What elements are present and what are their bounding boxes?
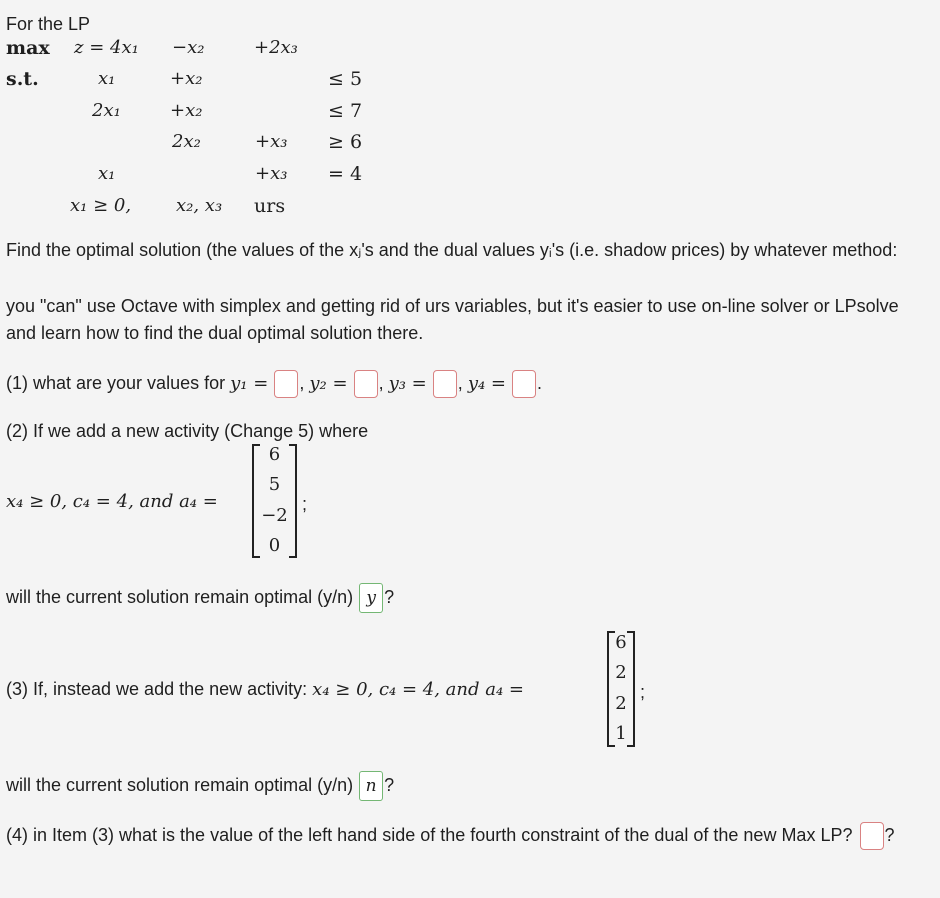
objective-term-2: −x₂ xyxy=(172,37,205,58)
q2-question xyxy=(6,581,394,613)
q3-line xyxy=(6,679,524,700)
q1-y1-label: y₁ = xyxy=(230,373,269,394)
q1-y4-label: y₄ = xyxy=(467,373,507,394)
objective-term-1: z = 4x₁ xyxy=(74,37,139,58)
q2-text: (2) If we add a new activity (Change 5) where xyxy=(6,421,369,441)
st-label: s.t. xyxy=(6,68,39,90)
c4-x3: +x₃ xyxy=(255,163,288,184)
q2-answer-input[interactable]: y xyxy=(359,583,383,613)
c2-x1: 2x₁ xyxy=(92,100,121,121)
c3-x3: +x₃ xyxy=(255,131,288,152)
q2-vector-entry: 0 xyxy=(268,535,281,556)
q2-question-mark: ? xyxy=(384,587,395,607)
q2-vector-entry: 6 xyxy=(268,444,281,465)
instructions-line-1: Find the optimal solution (the values of the xⱼ's and the dual values yᵢ's (i.e. shadow prices) by whatever method: xyxy=(6,240,898,260)
q2-question-text: will the current solution remain optimal (y/n) xyxy=(6,587,354,607)
q2-vector-entry: −2 xyxy=(261,505,288,526)
instructions-line-2: you "can" use Octave with simplex and getting rid of urs variables, but it's easier to use on-line solver or LPsolve and learn how to find the dual optimal solution there. xyxy=(6,296,899,343)
y3-input[interactable] xyxy=(433,370,457,398)
c4-x1: x₁ xyxy=(98,163,116,184)
c4-rhs: = 4 xyxy=(328,163,363,185)
q3-text: (3) If, instead we add the new activity: xyxy=(6,679,308,699)
q2-vector xyxy=(252,444,297,558)
objective-term-3: +2x₃ xyxy=(254,37,298,58)
q3-question-text: will the current solution remain optimal (y/n) xyxy=(6,775,354,795)
sign-x1: x₁ ≥ 0, xyxy=(70,195,132,216)
c2-x2: +x₂ xyxy=(170,100,203,121)
c2-rhs: ≤ 7 xyxy=(328,100,363,122)
q3-answer-input[interactable]: n xyxy=(359,771,383,801)
q3-semicolon: ; xyxy=(640,682,646,702)
question-4 xyxy=(6,821,921,850)
question-1: (1) what are your values for y₁ = , y₂ = , y₃ = , y₄ = . xyxy=(6,367,542,399)
max-label: max xyxy=(6,37,50,59)
q2-condition: x₄ ≥ 0, c₄ = 4, and a₄ = xyxy=(6,491,218,512)
c3-rhs: ≥ 6 xyxy=(328,131,363,153)
q3-question xyxy=(6,769,394,801)
q3-vector xyxy=(607,631,635,747)
q3-question-mark: ? xyxy=(384,775,395,795)
y1-input[interactable] xyxy=(274,370,298,398)
q4-text: (4) in Item (3) what is the value of the left hand side of the fourth constraint of the dual of the new Max LP? xyxy=(6,825,853,845)
q1-y3-label: y₃ = xyxy=(388,373,427,394)
y4-input[interactable] xyxy=(512,370,536,398)
q4-answer-input[interactable] xyxy=(860,822,884,850)
q3-vector-entry: 1 xyxy=(615,723,627,744)
q3-vector-entry: 6 xyxy=(615,632,627,653)
c1-x1: x₁ xyxy=(98,68,116,89)
q3-vector-entry: 2 xyxy=(615,693,627,714)
q3-vector-entry: 2 xyxy=(615,662,627,683)
y2-input[interactable] xyxy=(354,370,378,398)
q2-vector-entry: 5 xyxy=(268,474,281,495)
sign-x2x3: x₂, x₃ xyxy=(176,195,223,216)
c1-rhs: ≤ 5 xyxy=(328,68,363,90)
c1-x2: +x₂ xyxy=(170,68,203,89)
q3-condition: x₄ ≥ 0, c₄ = 4, and a₄ = xyxy=(312,679,524,700)
q1-y2-label: y₂ = xyxy=(309,373,348,394)
q4-question-mark: ? xyxy=(884,825,895,845)
q1-text: (1) what are your values for xyxy=(6,373,226,393)
sign-urs: urs xyxy=(254,195,286,217)
c3-x2: 2x₂ xyxy=(172,131,201,152)
q2-semicolon: ; xyxy=(302,494,308,514)
intro-text: For the LP xyxy=(6,14,91,34)
